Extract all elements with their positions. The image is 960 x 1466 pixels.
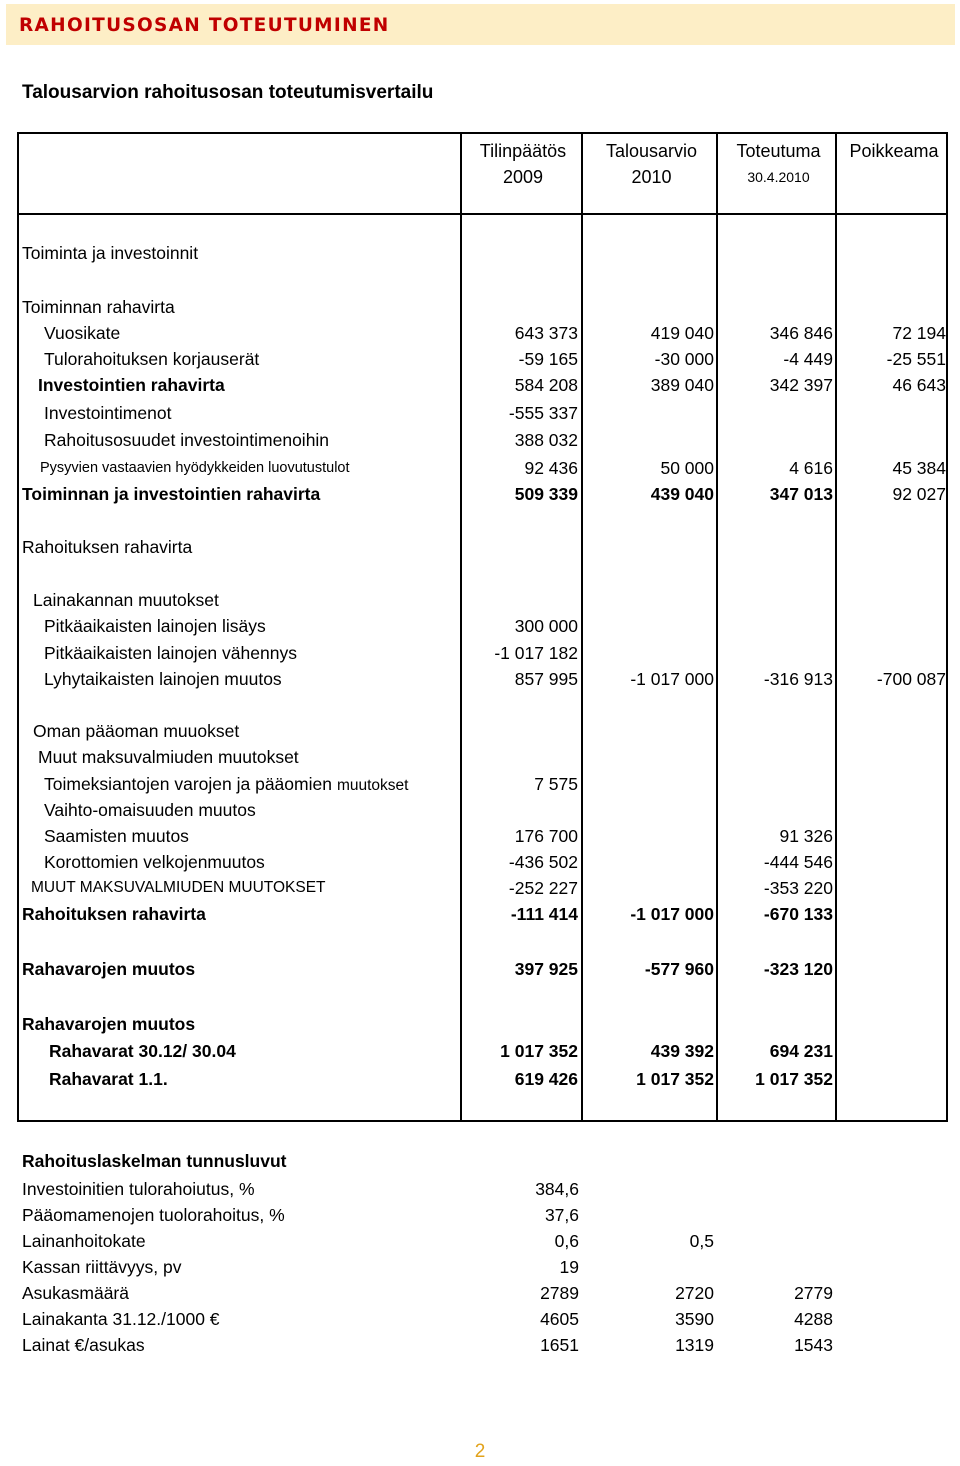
key-figure-row [0, 1306, 960, 1332]
row-label [44, 320, 120, 346]
row-label [22, 956, 195, 982]
row-label [33, 718, 239, 744]
key-figure-value: 37,6 [544, 1205, 579, 1225]
cell-value: -436 502 [508, 852, 578, 872]
cell-value: 50 000 [660, 458, 714, 478]
row-label [22, 901, 206, 927]
key-figure-value: 1319 [675, 1335, 714, 1355]
row-label [22, 534, 192, 560]
table-row [0, 294, 960, 320]
key-figure-row [0, 1202, 960, 1228]
row-label [44, 797, 256, 823]
table-row [0, 797, 960, 823]
table-row [0, 587, 960, 613]
cell-value: -1 017 000 [630, 904, 714, 924]
row-label-text: Toimeksiantojen varojen ja pääomien [44, 774, 332, 794]
cell-value: 4 616 [789, 458, 833, 478]
cell-value: 346 846 [769, 323, 833, 343]
table-row [0, 718, 960, 744]
cell-value: 176 700 [514, 826, 578, 846]
row-label [44, 613, 266, 639]
row-label [49, 1038, 236, 1064]
cell-value: 91 326 [779, 826, 833, 846]
key-figure-row [0, 1176, 960, 1202]
key-figure-row [0, 1254, 960, 1280]
row-label-text: Vaihto-omaisuuden muutos [44, 800, 256, 820]
table-row [0, 1038, 960, 1064]
table-row [0, 320, 960, 346]
column-header-toteutuma: Toteutuma 30.4.2010 [736, 141, 821, 185]
document-title: Talousarvion rahoitusosan toteutumisvertailu [22, 82, 434, 103]
cell-value: -1 017 182 [494, 643, 578, 663]
cell-value: 72 194 [892, 323, 946, 343]
key-figure-label: Lainanhoitokate [22, 1231, 146, 1251]
cell-value: 388 032 [514, 430, 578, 450]
row-label [44, 849, 265, 875]
cell-value: 509 339 [514, 484, 578, 504]
row-label-text: Rahoituksen rahavirta [22, 904, 206, 924]
row-label-text: Korottomien velkojenmuutos [44, 852, 265, 872]
cell-value: 439 040 [650, 484, 714, 504]
cell-value: 694 231 [769, 1041, 833, 1061]
cell-value: 7 575 [534, 774, 578, 794]
row-label [40, 455, 350, 481]
key-figures-title-row [0, 1148, 960, 1174]
table-row [0, 823, 960, 849]
key-figure-value: 4605 [540, 1309, 579, 1329]
cell-value: 300 000 [514, 616, 578, 636]
row-label-text: MUUT MAKSUVALMIUDEN MUUTOKSET [31, 879, 326, 896]
row-label [44, 771, 408, 799]
cell-value: 45 384 [892, 458, 946, 478]
section-banner [6, 4, 955, 45]
cell-value: 397 925 [514, 959, 578, 979]
cell-value: -25 551 [886, 349, 946, 369]
row-label [22, 294, 175, 320]
row-label-text: Pysyvien vastaavien hyödykkeiden luovutustulot [40, 460, 350, 476]
cell-value: -59 165 [518, 349, 578, 369]
key-figure-label: Lainat €/asukas [22, 1335, 145, 1355]
table-row [0, 455, 960, 481]
cell-value: 92 027 [892, 484, 946, 504]
row-label [22, 240, 198, 266]
row-label [22, 481, 320, 507]
cell-value: -670 133 [763, 904, 833, 924]
cell-value: 619 426 [514, 1069, 578, 1089]
cell-value: -700 087 [876, 669, 946, 689]
row-label-text: Vuosikate [44, 323, 121, 343]
row-label [44, 666, 282, 692]
table-row [0, 240, 960, 266]
column-header-talousarvio: Talousarvio 2010 [605, 141, 698, 187]
cell-value: 584 208 [514, 375, 578, 395]
row-label-text: Rahavarojen muutos [22, 959, 196, 979]
row-label-suffix: muutokset [336, 777, 409, 794]
cell-value: 1 017 352 [636, 1069, 714, 1089]
key-figure-value: 0,6 [554, 1231, 579, 1251]
key-figure-value: 2789 [540, 1283, 579, 1303]
cell-value: 439 392 [650, 1041, 714, 1061]
row-label-text: Oman pääoman muuokset [33, 721, 240, 741]
row-label [44, 400, 171, 426]
page-number: 2 [474, 1441, 486, 1462]
cell-value: 342 397 [769, 375, 833, 395]
key-figure-value: 2779 [794, 1283, 833, 1303]
row-label-text: Pitkäaikaisten lainojen vähennys [44, 643, 297, 663]
cell-value: 347 013 [769, 484, 833, 504]
table-row [0, 640, 960, 666]
key-figure-row [0, 1280, 960, 1306]
column-header-tilinpaatos: Tilinpäätös 2009 [479, 141, 567, 187]
key-figure-value: 4288 [794, 1309, 833, 1329]
row-label-text: Saamisten muutos [44, 826, 189, 846]
table-row [0, 744, 960, 770]
key-figure-label: Asukasmäärä [22, 1283, 129, 1303]
key-figure-label: Kassan riittävyys, pv [22, 1257, 182, 1277]
header-divider [19, 213, 946, 215]
row-label-text: Tulorahoituksen korjauserät [44, 349, 260, 369]
row-label-text: Toiminnan rahavirta [22, 297, 175, 317]
row-label-text: Investointimenot [44, 403, 172, 423]
table-row [0, 1066, 960, 1092]
cell-value: -323 120 [763, 959, 833, 979]
cell-value: -4 449 [783, 349, 833, 369]
key-figure-value: 0,5 [689, 1231, 714, 1251]
cell-value: 857 995 [514, 669, 578, 689]
key-figure-label: Investoinitien tulorahoiutus, % [22, 1179, 255, 1199]
cell-value: 643 373 [514, 323, 578, 343]
table-row [0, 613, 960, 639]
row-label-text: Lainakannan muutokset [33, 590, 219, 610]
key-figure-value: 384,6 [535, 1179, 579, 1199]
key-figure-value: 19 [559, 1257, 579, 1277]
cell-value: 419 040 [650, 323, 714, 343]
table-row [0, 427, 960, 453]
table-row [0, 400, 960, 426]
row-label-text: Investointien rahavirta [38, 375, 225, 395]
cell-value: -252 227 [508, 878, 578, 898]
table-row [0, 1011, 960, 1037]
row-label [33, 587, 219, 613]
row-label-text: Pitkäaikaisten lainojen lisäys [44, 616, 266, 636]
cell-value: 46 643 [892, 375, 946, 395]
key-figures-title: Rahoituslaskelman tunnusluvut [22, 1151, 287, 1171]
table-row [0, 372, 960, 398]
cell-value: -1 017 000 [630, 669, 714, 689]
cell-value: -577 960 [644, 959, 714, 979]
row-label-text: Rahoituksen rahavirta [22, 537, 193, 557]
key-figure-row [0, 1228, 960, 1254]
row-label-text: Rahavarat 1.1. [49, 1069, 168, 1089]
section-title: RAHOITUSOSAN TOTEUTUMINEN [19, 15, 390, 36]
table-row [0, 875, 960, 901]
cell-value: -111 414 [510, 904, 578, 924]
cell-value: 92 436 [524, 458, 578, 478]
key-figure-row [0, 1332, 960, 1358]
row-label-text: Rahavarojen muutos [22, 1014, 196, 1034]
row-label [31, 875, 326, 901]
cell-value: -316 913 [763, 669, 833, 689]
cell-value: -30 000 [654, 349, 714, 369]
table-row [0, 956, 960, 982]
cell-value: -444 546 [763, 852, 833, 872]
table-row [0, 849, 960, 875]
cell-value: -353 220 [763, 878, 833, 898]
key-figure-value: 1651 [540, 1335, 579, 1355]
table-row [0, 666, 960, 692]
key-figure-label: Lainakanta 31.12./1000 € [22, 1309, 220, 1329]
table-row [0, 534, 960, 560]
table-row [0, 481, 960, 507]
key-figure-label: Pääomamenojen tuolorahoitus, % [22, 1205, 285, 1225]
row-label-text: Muut maksuvalmiuden muutokset [38, 747, 299, 767]
row-label-text: Lyhytaikaisten lainojen muutos [44, 669, 282, 689]
row-label [38, 744, 299, 770]
row-label [22, 1011, 195, 1037]
key-figure-value: 3590 [675, 1309, 714, 1329]
row-label-text: Rahavarat 30.12/ 30.04 [49, 1041, 236, 1061]
table-row [0, 901, 960, 927]
key-figure-value: 2720 [675, 1283, 714, 1303]
column-header-poikkeama: Poikkeama [849, 141, 939, 161]
row-label [44, 823, 189, 849]
cell-value: 1 017 352 [500, 1041, 578, 1061]
row-label [44, 346, 259, 372]
row-label-text: Rahoitusosuudet investointimenoihin [44, 430, 330, 450]
row-label-text: Toiminta ja investoinnit [22, 243, 199, 263]
cell-value: -555 337 [508, 403, 578, 423]
cell-value: 1 017 352 [755, 1069, 833, 1089]
row-label-text: Toiminnan ja investointien rahavirta [22, 484, 321, 504]
row-label [44, 640, 297, 666]
table-row [0, 346, 960, 372]
cell-value: 389 040 [650, 375, 714, 395]
table-row [0, 771, 960, 797]
row-label [38, 372, 225, 398]
row-label [49, 1066, 168, 1092]
key-figure-value: 1543 [794, 1335, 833, 1355]
row-label [44, 427, 329, 453]
